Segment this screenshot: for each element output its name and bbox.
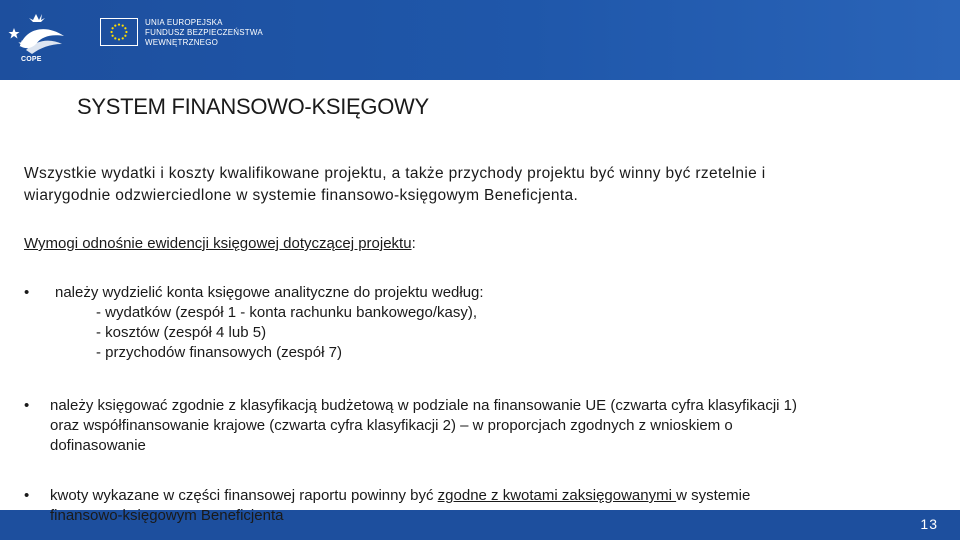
bullet-text xyxy=(50,486,750,526)
bullet-line: należy księgować zgodnie z klasyfikacją budżetową w podziale na finansowanie UE (czwarta cyfra klasyfikacji 1) xyxy=(50,397,798,414)
intro-paragraph xyxy=(24,163,904,207)
bullet-line: należy wydzielić konta księgowe analityczne do projektu według: xyxy=(55,284,484,301)
bullet-line: dofinasowanie xyxy=(50,437,146,454)
requirements-heading xyxy=(24,235,416,252)
slide-title: SYSTEM FINANSOWO-KSIĘGOWY xyxy=(77,94,429,119)
bullet-line: oraz współfinansowanie krajowe (czwarta cyfra klasyfikacji 2) – w proporcjach zgodnych z wnioskiem o xyxy=(50,417,733,434)
eu-text-line: FUNDUSZ BEZPIECZEŃSTWA xyxy=(145,28,263,37)
underlined-phrase: zgodne z kwotami zaksięgowanymi xyxy=(437,487,677,504)
requirements-heading-colon: : xyxy=(411,235,416,252)
bullet-dot: • xyxy=(24,397,30,414)
page-number: 13 xyxy=(920,516,938,532)
bullet-text xyxy=(50,396,797,456)
bullet-dot: • xyxy=(24,487,30,504)
bullet-line xyxy=(50,486,750,506)
bullet-line-start: kwoty wykazane w części finansowej raportu powinny być xyxy=(50,487,438,504)
header-band xyxy=(0,0,960,80)
eu-flag-icon xyxy=(100,18,138,46)
bullet-text xyxy=(55,283,484,363)
bullet-line: finansowo-księgowym Beneficjenta xyxy=(50,507,284,524)
bullet-dot: • xyxy=(24,284,30,301)
eu-fund-label xyxy=(145,18,263,48)
intro-line: Wszystkie wydatki i koszty kwalifikowane projektu, a także przychody projektu być winny być rzetelnie i xyxy=(24,165,766,182)
bullet-subline: - przychodów finansowych (zespół 7) xyxy=(96,344,342,361)
intro-line: wiarygodnie odzwierciedlone w systemie finansowo-księgowym Beneficjenta. xyxy=(24,187,579,204)
bullet-subline: - wydatków (zespół 1 - konta rachunku bankowego/kasy), xyxy=(96,304,478,321)
eu-text-line: WEWNĘTRZNEGO xyxy=(145,38,219,47)
eu-text-line: UNIA EUROPEJSKA xyxy=(145,18,223,27)
bullet-line-end: w systemie xyxy=(676,487,751,504)
bullet-subline: - kosztów (zespół 4 lub 5) xyxy=(96,324,267,341)
requirements-heading-text: Wymogi odnośnie ewidencji księgowej dotyczącej projektu xyxy=(24,235,412,252)
cope-logo-label: COPE xyxy=(21,56,42,63)
